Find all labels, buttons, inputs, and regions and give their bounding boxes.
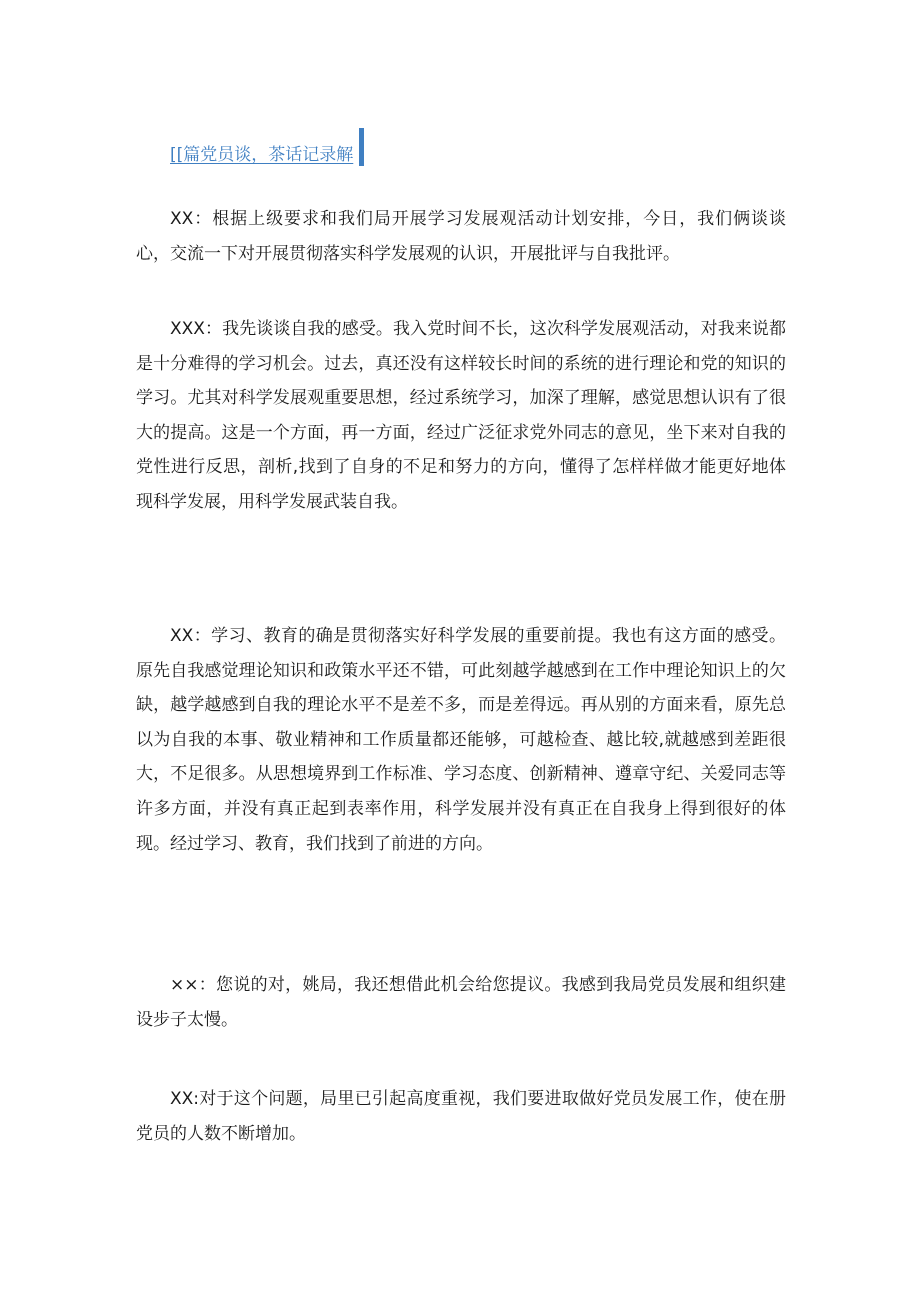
paragraph-text: XXX：我先谈谈自我的感受。我入党时间不长，这次科学发展观活动，对我来说都是十分难得的学习机会。过去，真还没有这样较长时间的系统的进行理论和党的知识的学习。尤其对科学发展观重要思想，经过系统学习，加深了理解，感觉思想认识有了很大的提高。这是一个方面，再一方面，经过广泛征求党外同志的意见，坐下来对自我的党性进行反思，剖析,找到了自身的不足和努力的方向，懂得了怎样样做才能更好地体现科学发展，用科学发展武装自我。 — [136, 319, 786, 512]
document-title-link[interactable]: [[篇党员谈，茶话记录解 — [170, 145, 354, 165]
text-cursor-bar — [359, 128, 364, 166]
paragraph-text: XX：学习、教育的确是贯彻落实好科学发展的重要前提。我也有这方面的感受。原先自我感觉理论知识和政策水平还不错，可此刻越学越感到在工作中理论知识上的欠缺，越学越感到自我的理论水平不是差不多，而是差得远。再从别的方面来看，原先总以为自我的本事、敬业精神和工作质量都还能够，可越检查、越比较,就越感到差距很大，不足很多。从思想境界到工作标准、学习态度、创新精神、遵章守纪、关爱同志等许多方面，并没有真正起到表率作用，科学发展并没有真正在自我身上得到很好的体现。经过学习、教育，我们找到了前进的方向。 — [136, 626, 786, 854]
paragraph-3 — [136, 619, 786, 861]
paragraph-1 — [136, 202, 786, 271]
paragraph-text: XX:对于这个问题，局里已引起高度重视，我们要进取做好党员发展工作，使在册党员的人数不断增加。 — [136, 1089, 786, 1144]
paragraph-5 — [136, 1082, 786, 1151]
paragraph-text: XX：根据上级要求和我们局开展学习发展观活动计划安排，今日，我们俩谈谈心，交流一下对开展贯彻落实科学发展观的认识，开展批评与自我批评。 — [136, 209, 786, 264]
paragraph-text: ××：您说的对，姚局，我还想借此机会给您提议。我感到我局党员发展和组织建设步子太慢。 — [136, 975, 786, 1030]
title-row — [170, 124, 364, 166]
paragraph-2 — [136, 312, 786, 520]
paragraph-4 — [136, 968, 786, 1037]
